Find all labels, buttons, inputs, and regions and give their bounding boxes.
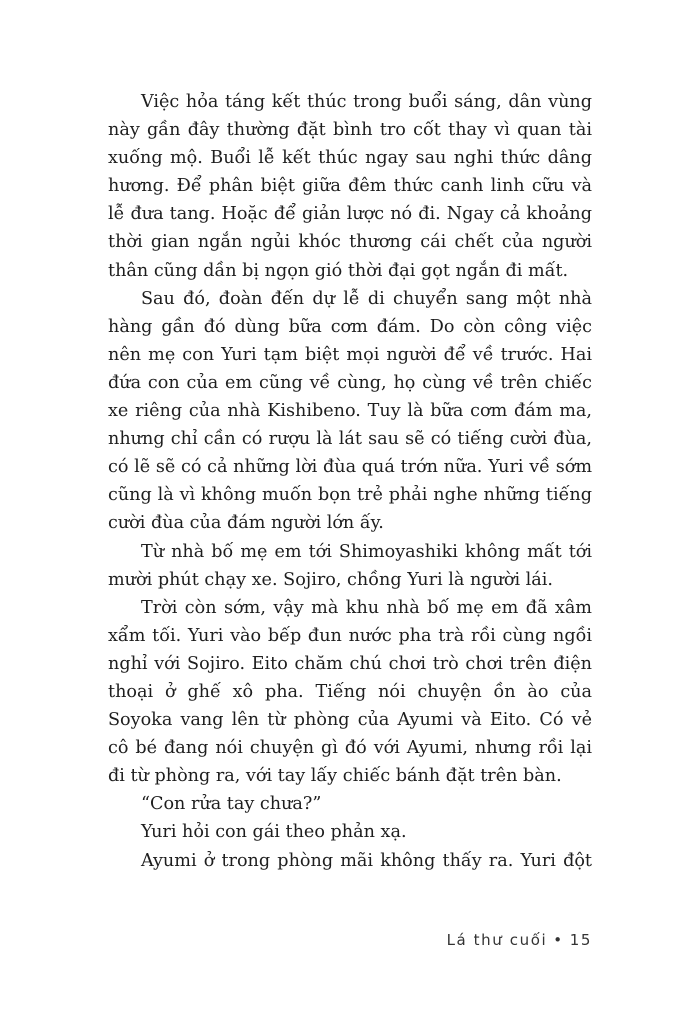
paragraph-7: Ayumi ở trong phòng mãi không thấy ra. Yuri đột bbox=[141, 850, 592, 871]
paragraph-1: Việc hỏa táng kết thúc trong buổi sáng, dân vùng này gần đây thường đặt bình tro cốt thay vì quan tài xuống mộ. Buổi lễ kết thúc ngay sau nghi thức dâng hương. Để phân biệt giữa đêm thức canh linh cữu và lễ đưa tang. Hoặc để giản lược nó đi. Ngay cả khoảng thời gian ngắn ngủi khóc thương cái chết của người thân cũng dần bị ngọn gió thời đại gọt ngắn đi mất. bbox=[108, 92, 592, 281]
paragraph-3: Từ nhà bố mẹ em tới Shimoyashiki không mất tới mười phút chạy xe. Sojiro, chồng Yuri là người lái. bbox=[108, 541, 592, 590]
page-body bbox=[108, 88, 592, 875]
footer-book-title: Lá thư cuối bbox=[446, 931, 548, 949]
footer-separator: • bbox=[553, 931, 564, 949]
paragraph-2: Sau đó, đoàn đến dự lễ di chuyển sang một nhà hàng gần đó dùng bữa cơm đám. Do còn công việc nên mẹ con Yuri tạm biệt mọi người để về trước. Hai đứa con của em cũng về cùng, họ cùng về trên chiếc xe riêng của nhà Kishibeno. Tuy là bữa cơm đám ma, nhưng chỉ cần có rượu là lát sau sẽ có tiếng cười đùa, có lẽ sẽ có cả những lời đùa quá trớn nữa. Yuri về sớm cũng là vì không muốn bọn trẻ phải nghe những tiếng cười đùa của đám người lớn ấy. bbox=[108, 288, 592, 534]
paragraph-4: Trời còn sớm, vậy mà khu nhà bố mẹ em đã xâm xẩm tối. Yuri vào bếp đun nước pha trà rồi cùng ngồi nghỉ với Sojiro. Eito chăm chú chơi trò chơi trên điện thoại ở ghế xô pha. Tiếng nói chuyện ồn ào của Soyoka vang lên từ phòng của Ayumi và Eito. Có vẻ cô bé đang nói chuyện gì đó với Ayumi, nhưng rồi lại đi từ phòng ra, với tay lấy chiếc bánh đặt trên bàn. bbox=[108, 597, 592, 787]
page-number: 15 bbox=[569, 931, 592, 949]
paragraph-6: Yuri hỏi con gái theo phản xạ. bbox=[141, 822, 407, 843]
running-footer bbox=[447, 931, 592, 949]
paragraph-5-dialogue: “Con rửa tay chưa?” bbox=[141, 794, 322, 815]
